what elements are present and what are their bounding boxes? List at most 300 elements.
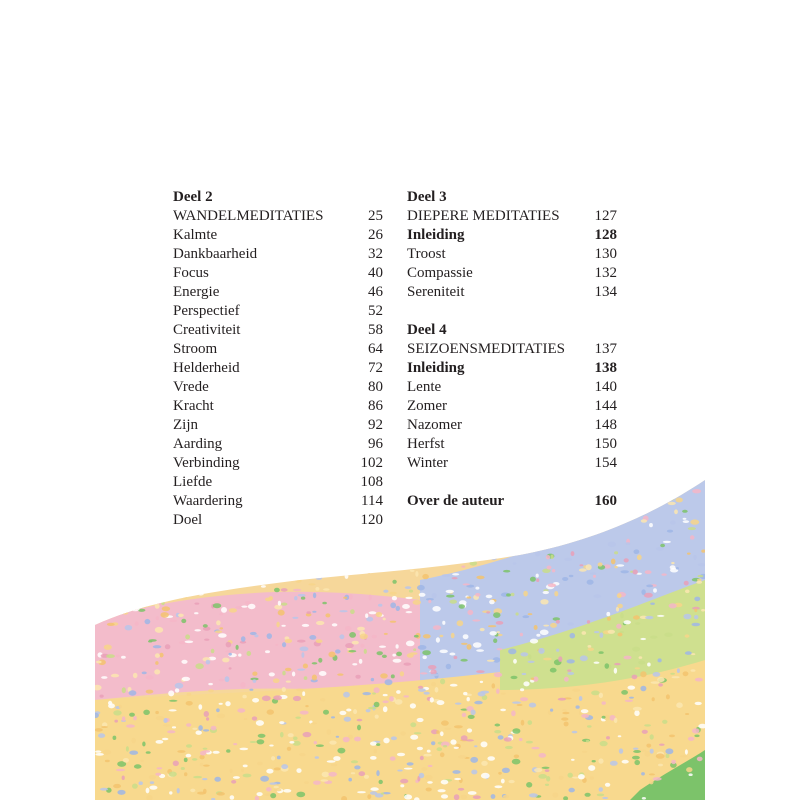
flower-mark [220,627,224,629]
toc-entry[interactable] [407,359,617,378]
flower-mark [135,548,140,553]
flower-mark [450,739,456,744]
flower-mark [194,612,198,614]
flower-mark [106,654,115,658]
flower-mark [498,735,504,739]
toc-entry[interactable] [173,359,383,378]
flower-mark [292,672,295,677]
flower-mark [366,709,371,712]
toc-entry[interactable] [173,454,383,473]
toc-entry[interactable] [173,207,383,226]
flower-mark [473,795,481,799]
flower-mark [291,550,299,555]
flower-mark [251,556,257,559]
toc-entry[interactable] [407,264,617,283]
toc-entry[interactable] [173,340,383,359]
flower-mark [360,644,364,648]
flower-mark [124,589,130,595]
flower-mark [431,741,435,745]
flower-mark [468,715,475,719]
flower-mark [414,732,422,734]
flower-mark [526,741,533,744]
flower-mark [620,613,624,619]
flower-mark [587,580,594,585]
flower-mark [181,530,189,533]
toc-entry-title: Aarding [173,436,223,452]
flower-mark [509,780,515,783]
toc-entry-title: Vrede [173,379,209,395]
flower-mark [521,720,525,726]
toc-entry-page: 128 [594,227,617,243]
flower-mark [260,546,265,550]
flower-mark [614,663,620,665]
flower-mark [101,676,107,679]
flower-mark [238,582,245,587]
flower-mark [618,735,622,737]
flower-mark [457,620,464,626]
flower-mark [646,585,653,588]
flower-mark [512,728,520,734]
toc-entry-title: Inleiding [407,227,465,243]
toc-entry[interactable] [173,245,383,264]
flower-mark [163,512,167,515]
flower-mark [393,659,402,663]
flower-mark [467,644,472,650]
flower-mark [634,760,640,765]
flower-mark [587,620,590,624]
flower-mark [439,516,447,521]
toc-entry-title: DIEPERE MEDITATIES [407,208,560,224]
flower-mark [193,776,202,778]
flower-mark [278,601,281,606]
flower-mark [123,758,129,763]
flower-mark [206,660,211,665]
flower-mark [642,730,648,734]
flower-mark [461,795,468,800]
flower-mark [133,600,138,602]
flower-mark [375,715,379,719]
flower-mark [364,649,367,654]
flower-mark [436,730,439,734]
flower-mark [512,701,521,703]
flower-mark [558,698,566,701]
flower-mark [104,556,110,558]
flower-mark [588,648,594,651]
flower-mark [474,745,477,747]
flower-mark [390,621,397,623]
toc-entry-page: 114 [361,493,383,509]
toc-entry[interactable] [173,302,383,321]
flower-mark [446,512,451,515]
flower-mark [570,633,576,639]
flower-mark [345,574,349,579]
flower-mark [241,769,244,773]
flower-mark [273,678,280,683]
toc-entry[interactable] [407,397,617,416]
flower-mark [685,713,689,715]
flower-mark [396,644,399,648]
toc-entry[interactable] [173,435,383,454]
flower-mark [528,720,533,725]
flower-mark [329,741,336,745]
flower-mark [494,672,502,677]
toc-entry[interactable] [173,473,383,492]
flower-mark [361,555,365,560]
flower-mark [566,516,570,521]
flower-mark [665,748,673,754]
flower-mark [418,645,427,650]
flower-mark [355,551,361,557]
flower-mark [203,765,210,767]
toc-entry-title: Zomer [407,398,447,414]
flower-mark [519,534,525,536]
flower-mark [266,769,273,774]
toc-entry-page: 72 [368,360,383,376]
flower-mark [588,765,595,771]
flower-mark [233,776,240,779]
flower-mark [666,754,670,758]
toc-entry[interactable] [173,416,383,435]
part-label: Deel 2 [173,189,213,205]
toc-entry-title: Creativiteit [173,322,241,338]
flower-mark [229,608,237,612]
flower-mark [694,615,698,619]
flower-mark [426,530,430,532]
flower-mark [240,549,244,552]
flower-mark [207,579,212,584]
flower-mark [343,692,350,698]
flower-mark [426,788,432,792]
flower-mark [690,469,694,474]
flower-mark [618,633,623,637]
flower-mark [581,709,589,713]
flower-mark [492,683,496,688]
flower-mark [352,641,359,645]
flower-mark [656,753,665,758]
flower-mark [278,556,281,561]
flower-mark [670,673,675,675]
toc-entry[interactable] [173,283,383,302]
flower-mark [274,535,277,540]
flower-mark [422,574,429,579]
flower-mark [328,772,337,777]
flower-mark [270,793,276,798]
flower-mark [130,478,137,481]
flower-mark [394,477,400,482]
toc-entry[interactable] [407,283,617,302]
flower-mark [98,533,101,535]
flower-mark [519,738,523,741]
flower-mark [616,624,621,629]
flower-mark [622,760,629,764]
flower-mark [321,779,329,782]
flower-mark [383,503,390,508]
flower-mark [458,788,464,791]
flower-mark [303,732,312,737]
flower-mark [239,748,248,751]
toc-entry[interactable] [173,492,383,511]
flower-mark [320,698,326,701]
flower-mark [623,620,631,624]
toc-entry[interactable] [173,226,383,245]
flower-mark [597,794,605,797]
flower-mark [609,523,615,527]
flower-mark [586,564,592,570]
toc-entry[interactable] [407,416,617,435]
flower-mark [114,720,118,723]
flower-mark [169,791,172,794]
flower-mark [512,759,521,765]
toc-entry[interactable] [407,454,617,473]
flower-mark [431,682,436,687]
flower-mark [203,729,209,731]
flower-mark [550,668,557,673]
flower-mark [369,611,377,614]
flower-mark [399,490,403,494]
flower-mark [385,679,393,685]
flower-mark [133,507,139,511]
flower-mark [496,631,500,633]
flower-mark [289,741,294,744]
flower-mark [559,537,565,540]
flower-mark [285,668,292,671]
flower-mark [190,789,195,793]
flower-mark [502,531,509,535]
flower-mark [635,667,640,669]
flower-mark [649,773,655,775]
flower-mark [382,700,388,703]
flower-mark [567,659,575,663]
flower-mark [146,675,154,679]
flower-mark [689,773,693,776]
flower-mark [638,481,644,487]
flower-mark [322,602,327,605]
toc-entry[interactable] [407,378,617,397]
flower-mark [410,703,416,708]
flower-mark [146,751,151,754]
flower-mark [126,724,135,727]
flower-mark [92,713,99,718]
toc-entry[interactable] [173,511,383,530]
flower-mark [337,673,343,675]
flower-mark [572,688,580,691]
flower-mark [177,566,184,571]
toc-entry[interactable] [173,397,383,416]
flower-mark [159,653,163,658]
toc-entry[interactable] [407,207,617,226]
flower-mark [534,768,542,772]
flower-mark [242,570,245,576]
flower-mark [696,581,702,584]
flower-mark [640,686,646,692]
flower-mark [427,781,433,784]
toc-entry-about-author[interactable] [407,492,617,511]
toc-entry-page: 96 [368,436,383,452]
flower-mark [598,562,603,566]
flower-mark [417,718,424,722]
toc-entry[interactable] [407,435,617,454]
flower-mark [94,606,99,611]
flower-mark [119,705,122,709]
toc-entry-title: Perspectief [173,303,240,319]
flower-mark [471,770,477,775]
flower-mark [252,698,259,703]
flower-mark [506,593,511,596]
flower-mark [415,556,421,559]
flower-mark [587,725,592,727]
flower-mark [94,588,100,593]
flower-mark [331,764,338,767]
flower-mark [208,683,213,685]
toc-entry[interactable] [407,340,617,359]
flower-mark [404,794,412,799]
flower-mark [371,678,374,681]
toc-entry[interactable] [173,264,383,283]
flower-mark [219,679,224,681]
flower-mark [530,577,536,582]
flower-mark [153,645,162,648]
flower-mark [614,718,618,723]
flower-mark [193,532,201,537]
flower-mark [683,518,687,520]
flower-mark [576,705,580,708]
flower-mark [566,527,574,529]
flower-mark [520,633,523,637]
flower-mark [308,534,315,537]
flower-mark [671,562,674,564]
flower-mark [465,544,471,549]
toc-left-column [173,188,383,530]
flower-mark [318,658,322,663]
flower-mark [98,616,104,618]
toc-entry[interactable] [407,226,617,245]
part-label: Deel 4 [407,322,447,338]
flower-mark [325,613,330,617]
toc-entry[interactable] [407,245,617,264]
flower-mark [180,532,185,534]
flower-mark [657,677,664,682]
flower-mark [384,515,389,519]
flower-mark [459,528,463,533]
flower-mark [606,736,610,739]
flower-mark [384,633,388,635]
flower-mark [233,743,237,745]
flower-mark [379,646,386,648]
part-label: Deel 3 [407,189,447,205]
flower-mark [430,697,434,702]
toc-entry-title: Verbinding [173,455,240,471]
flower-mark [184,596,187,599]
flower-mark [410,570,415,572]
flower-mark [670,520,676,524]
flower-mark [703,473,706,476]
flower-mark [647,663,651,667]
flower-mark [427,750,431,753]
flower-mark [155,711,159,714]
flower-mark [279,571,283,575]
flower-mark [181,767,185,770]
flower-mark [681,469,690,475]
flower-mark [244,718,248,720]
flower-mark [169,620,177,623]
flower-mark [396,652,402,657]
flower-mark [397,770,402,772]
flower-mark [428,765,433,767]
flower-mark [339,610,347,612]
flower-mark [396,556,400,562]
flower-mark [381,793,384,795]
flower-mark [278,610,285,616]
flower-mark [632,756,640,760]
flower-mark [685,651,692,655]
flower-mark [687,553,691,555]
toc-entry-title: Nazomer [407,417,462,433]
flower-mark [234,559,238,563]
flower-mark [396,499,400,501]
flower-mark [380,673,388,678]
flower-mark [249,689,253,691]
toc-entry[interactable] [173,321,383,340]
flower-mark [357,725,361,731]
flower-mark [406,641,415,647]
flower-mark [210,550,216,553]
flower-mark [95,753,104,756]
toc-entry[interactable] [173,378,383,397]
flower-mark [162,738,168,740]
toc-entry-page: 86 [368,398,383,414]
flower-mark [269,782,277,784]
flower-mark [354,765,360,769]
flower-mark [99,581,106,583]
flower-mark [481,773,490,779]
flower-mark [536,578,539,582]
flower-mark [111,674,119,678]
flower-mark [122,687,126,693]
flower-mark [485,537,493,542]
flower-mark [419,593,426,597]
flower-mark [400,671,404,676]
flower-mark [517,704,523,706]
flower-mark [465,524,470,528]
flower-mark [545,769,550,772]
flower-mark [406,611,413,613]
toc-entry-title: Winter [407,455,449,471]
flower-mark [691,669,696,672]
flower-mark [413,600,421,605]
flower-mark [327,729,332,735]
flower-mark [404,663,412,666]
toc-entry-title: Focus [173,265,209,281]
flower-mark [214,777,221,782]
flower-mark [405,548,408,551]
flower-mark [530,639,538,644]
flower-mark [633,615,640,619]
toc-entry-page: 32 [368,246,383,262]
flower-mark [503,795,509,799]
flower-mark [701,550,705,553]
flower-mark [392,596,397,600]
toc-entry-title: Stroom [173,341,218,357]
flower-mark [564,677,569,682]
flower-mark [117,790,125,795]
flower-mark [107,518,114,522]
flower-mark [633,707,642,711]
flower-mark [142,672,147,675]
flower-mark [133,574,141,577]
flower-mark [296,689,304,692]
flower-mark [187,547,195,552]
flower-mark [410,735,418,740]
